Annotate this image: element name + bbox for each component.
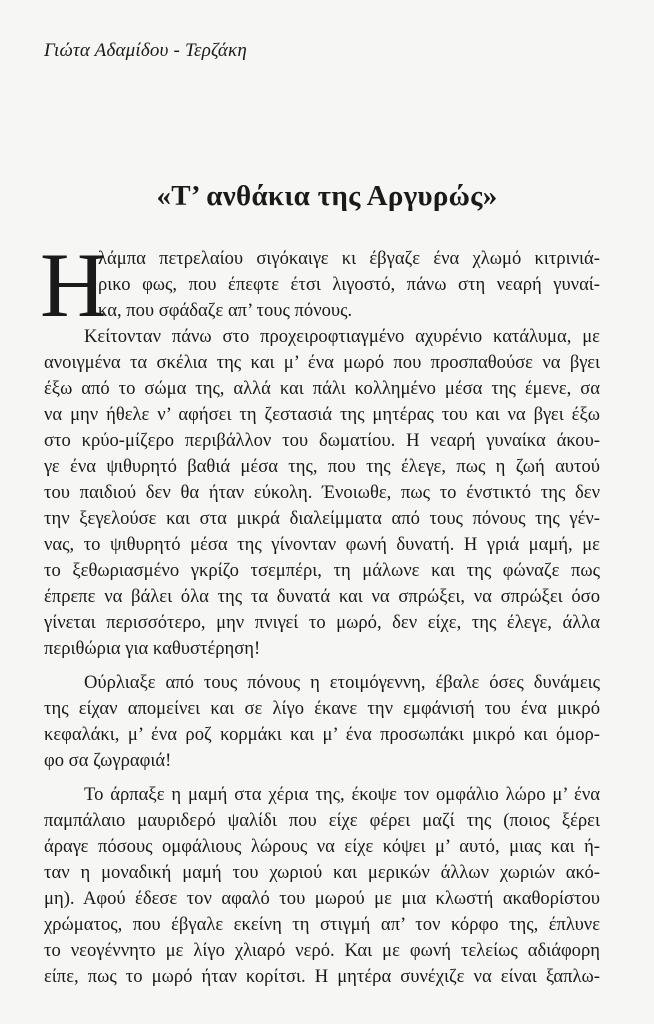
text-line: την ξεγελούσε και στα μικρά διαλείμματα από τους πόνους της γέν- — [44, 508, 600, 529]
text-line: Ούρλιαξε από τους πόνους η ετοιμόγεννη, έβαλε όσες δυνάμεις — [84, 672, 600, 693]
text-line: άραγε πόσους ομφάλιους λώρους να είχε κόψει μ’ αυτό, μιας και ή- — [44, 836, 600, 857]
text-line: φο σα ζωγραφιά! — [44, 750, 172, 771]
text-line: έπρεπε να βάλει όλα της τα δυνατά και να σπρώξει, να σπρώξει όσο — [44, 586, 600, 607]
drop-cap: Η — [40, 234, 107, 336]
text-line: της είχαν απομείνει και σε λίγο έκανε την εμφάνισή του ένα μικρό — [44, 698, 600, 719]
text-line: το ξεθωριασμένο γκρίζο τσεμπέρι, τη μάλωνε και της φώναζε πως — [44, 560, 600, 581]
text-line: του παιδιού δεν θα ήταν εύκολη. Ένοιωθε, πως το ένστικτό της δεν — [44, 482, 600, 503]
text-line: να μην ήθελε ν’ αφήσει τη ζεστασιά της μητέρας του και να βγει έξω — [44, 404, 600, 425]
body-text — [40, 234, 600, 990]
text-line: χρώματος, που έβγαλε εκείνη τη στιγμή απ’ τον κόρφο της, έπλυνε — [44, 914, 600, 935]
text-line: στο κρύο-μίζερο περιβάλλον του δωματίου. Η νεαρή γυναίκα άκου- — [44, 430, 600, 451]
paragraph-gap — [44, 774, 600, 782]
text-line: είπε, πως το μωρό ήταν κορίτσι. Η μητέρα συνέχιζε να είναι ξαπλω- — [44, 966, 600, 987]
text-line: Κείτονταν πάνω στο προχειροφτιαγμένο αχυρένιο κατάλυμα, με — [84, 326, 600, 347]
text-line: ανοιγμένα τα σκέλια της και μ’ ένα μωρό που προσπαθούσε να βγει — [44, 352, 600, 373]
text-line: παμπάλαιο μαυριδερό ψαλίδι που είχε φέρει μαζί της (ποιος ξέρει — [44, 810, 600, 831]
text-line: κεφαλάκι, μ’ ένα ροζ κορμάκι και μ’ ένα προσωπάκι μικρό και όμορ- — [44, 724, 600, 745]
text-line: έξω από το σώμα της, αλλά και πάλι κολλημένο μέσα της έμενε, σα — [44, 378, 600, 399]
text-line: περιθώρια για καθυστέρηση! — [44, 638, 261, 659]
text-line: ταν η μοναδική μαμή του χωριού και μερικών άλλων χωριών ακό- — [44, 862, 600, 883]
text-line: λάμπα πετρελαίου σιγόκαιγε κι έβγαζε ένα χλωμό κιτρινιά- — [98, 248, 600, 269]
text-line: το νεογέννητο με λίγο χλιαρό νερό. Και με φωνή τελείως αδιάφορη — [44, 940, 600, 961]
text-line: ρικο φως, που έπεφτε έτσι λιγοστό, πάνω στη νεαρή γυναί- — [98, 274, 600, 295]
text-line: γίνεται περισσότερο, μην πνιγεί το μωρό, δεν είχε, της έλεγε, άλλα — [44, 612, 600, 633]
text-line: κα, που σφάδαζε απ’ τους πόνους. — [98, 300, 353, 321]
text-line: μη). Αφού έδεσε τον αφαλό του μωρού με μια κλωστή ακαθορίστου — [44, 888, 600, 909]
text-line: γε ένα ψιθυρητό βαθιά μέσα της, που της έλεγε, πως η ζωή αυτού — [44, 456, 600, 477]
text-line: Το άρπαξε η μαμή στα χέρια της, έκοψε τον ομφάλιο λώρο μ’ ένα — [84, 784, 600, 805]
paragraph-gap — [44, 662, 600, 670]
running-head: Γιώτα Αδαμίδου - Τερζάκη — [44, 40, 247, 61]
chapter-title: «Τ’ ανθάκια της Αργυρώς» — [156, 180, 498, 212]
text-line: νας, το ψιθυρητό μέσα της γίνονταν φωνή δυνατή. Η γριά μαμή, με — [44, 534, 600, 555]
